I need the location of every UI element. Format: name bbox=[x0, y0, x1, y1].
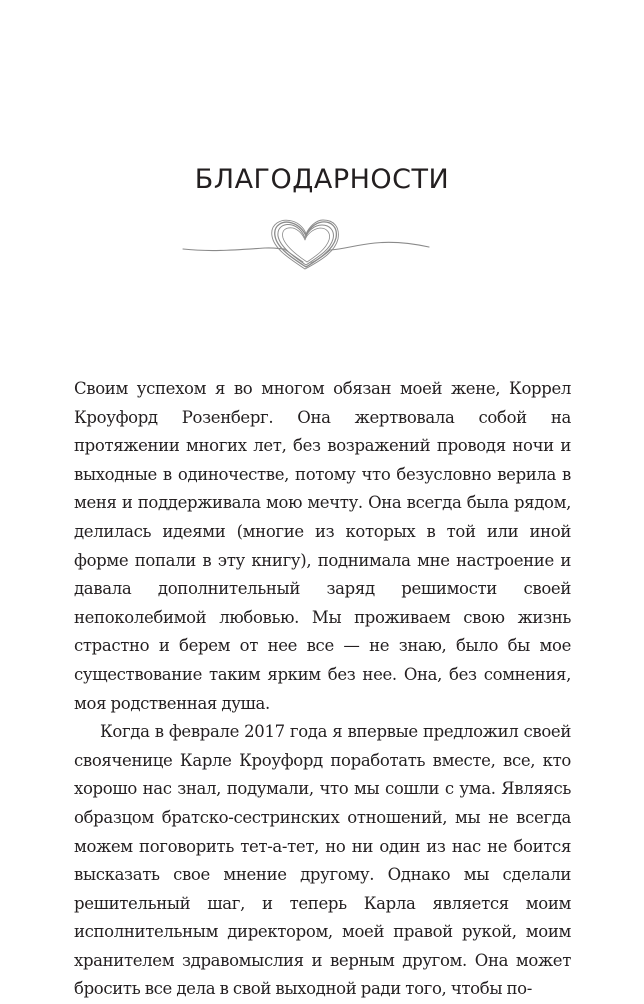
page-title: БЛАГОДАРНОСТИ bbox=[194, 164, 450, 195]
paragraph: Когда в феврале 2017 года я впервые предложил своей свояченице Карле Кроуфорд поработать вместе, все, кто хорошо нас знал, подумали, что мы сошли с ума. Являясь образцом братско-сестринских отношений, мы не всегда можем поговорить тет-а-тет, но ни один из нас не боится высказать свое мнение другому. Однако мы сделали решительный шаг, и теперь Карла является моим исполнительным директором, моей правой рукой, моим хранителем здравомыслия и верным другом. Она может бросить все дела в свой выходной ради того, чтобы по- bbox=[74, 722, 571, 999]
acknowledgements-text bbox=[74, 375, 571, 1004]
paragraph: Своим успехом я во многом обязан моей жене, Коррел Кроуфорд Розенберг. Она жертвовала собой на протяжении многих лет, без возражений проводя ночи и выходные в одиночестве, потому что безусловно верила в меня и поддерживала мою мечту. Она всегда была рядом, делилась идеями (многие из которых в той или иной форме попали в эту книгу), поднимала мне настроение и давала дополнительный заряд решимости своей непоколебимой любовью. Мы проживаем свою жизнь страстно и берем от нее все — не знаю, было бы мое существование таким ярким без нее. Она, без сомнения, моя родственная душа. bbox=[74, 379, 571, 713]
heart-on-line-icon bbox=[180, 212, 432, 274]
